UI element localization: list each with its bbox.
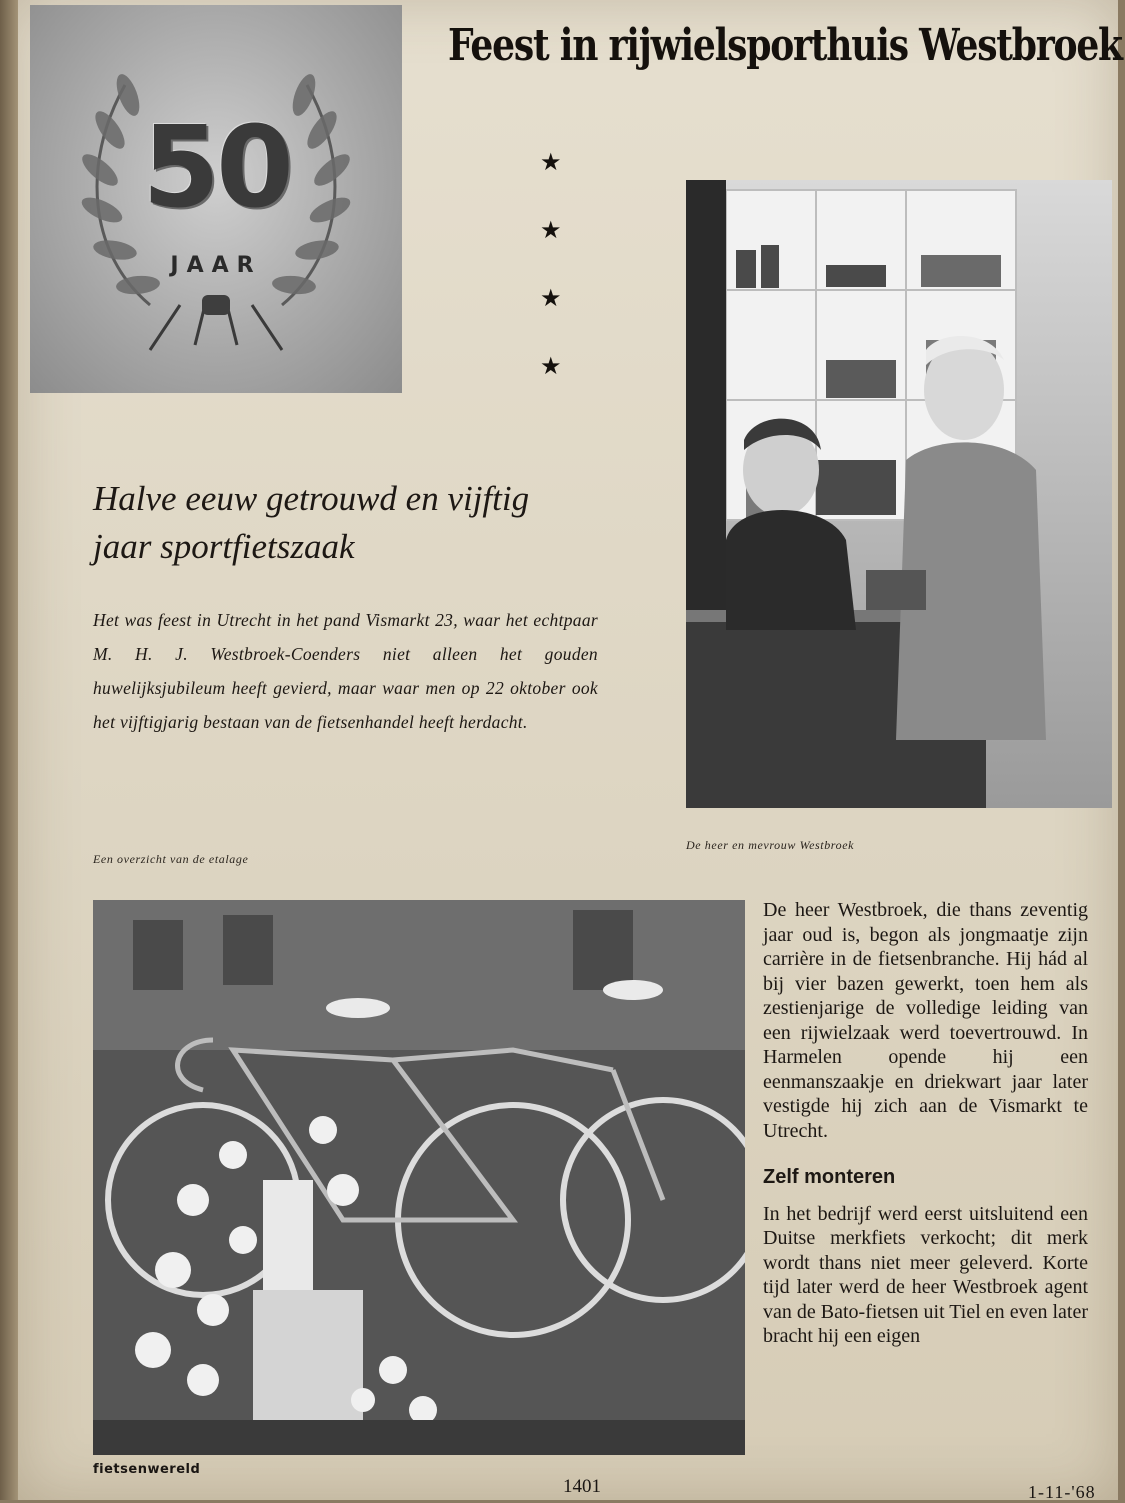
star-icon: ★ bbox=[540, 352, 562, 380]
star-icon: ★ bbox=[540, 148, 562, 176]
anniversary-badge bbox=[30, 5, 402, 393]
photo-caption: De heer en mevrouw Westbroek bbox=[686, 838, 855, 852]
badge-number: 50 bbox=[142, 103, 290, 233]
photo-shop-owners bbox=[686, 180, 1112, 808]
badge-word: JAAR bbox=[170, 253, 262, 278]
section-heading: Zelf monteren bbox=[763, 1166, 896, 1188]
photo-caption: Een overzicht van de etalage bbox=[93, 852, 249, 866]
page-edge bbox=[0, 0, 18, 1500]
star-column bbox=[540, 150, 564, 422]
article-paragraph: In het bedrijf werd eerst uitsluitend een Duitse merkfiets verkocht; dit merk wordt thans niet meer geleverd. Korte tijd later werd de heer Westbroek agent van de Bato-fietsen uit Tiel en even later bracht hij een eigen bbox=[763, 1202, 1088, 1347]
issue-date: 1-11-'68 bbox=[1028, 1482, 1096, 1502]
photo-shop-window bbox=[93, 900, 745, 1455]
article-title: Feest in rijwielsporthuis Westbroek bbox=[448, 20, 1122, 71]
intro-paragraph: Het was feest in Utrecht in het pand Vismarkt 23, waar het echtpaar M. H. J. Westbroek-Coenders niet alleen het gouden huwelijksjubileum heeft gevierd, maar waar men op 22 oktober ook het vijftigjarig bestaan van de fietsenhandel heeft herdacht. bbox=[93, 610, 598, 732]
article-subtitle bbox=[93, 475, 653, 571]
magazine-page bbox=[18, 0, 1122, 1502]
article-paragraph: De heer Westbroek, die thans zeventig jaar oud is, begon als jongmaatje zijn carrière in de fietsenbranche. Hij hád al bij vier bazen gewerkt, toen hem als zestienjarige de volledige leiding van een rijwielzaak werd toevertrouwd. In Harmelen opende hij een eenmanszaakje en driekwart jaar later vestigde hij zich aan de Vismarkt te Utrecht. bbox=[763, 899, 1088, 1142]
subtitle-line: Halve eeuw getrouwd en vijftig bbox=[93, 479, 530, 518]
article-column bbox=[763, 898, 1088, 1349]
subtitle-line: jaar sportfietszaak bbox=[93, 527, 355, 566]
star-icon: ★ bbox=[540, 284, 562, 312]
page-number: 1401 bbox=[563, 1476, 601, 1497]
magazine-name: fietsenwereld bbox=[93, 1462, 201, 1477]
star-icon: ★ bbox=[540, 216, 562, 244]
